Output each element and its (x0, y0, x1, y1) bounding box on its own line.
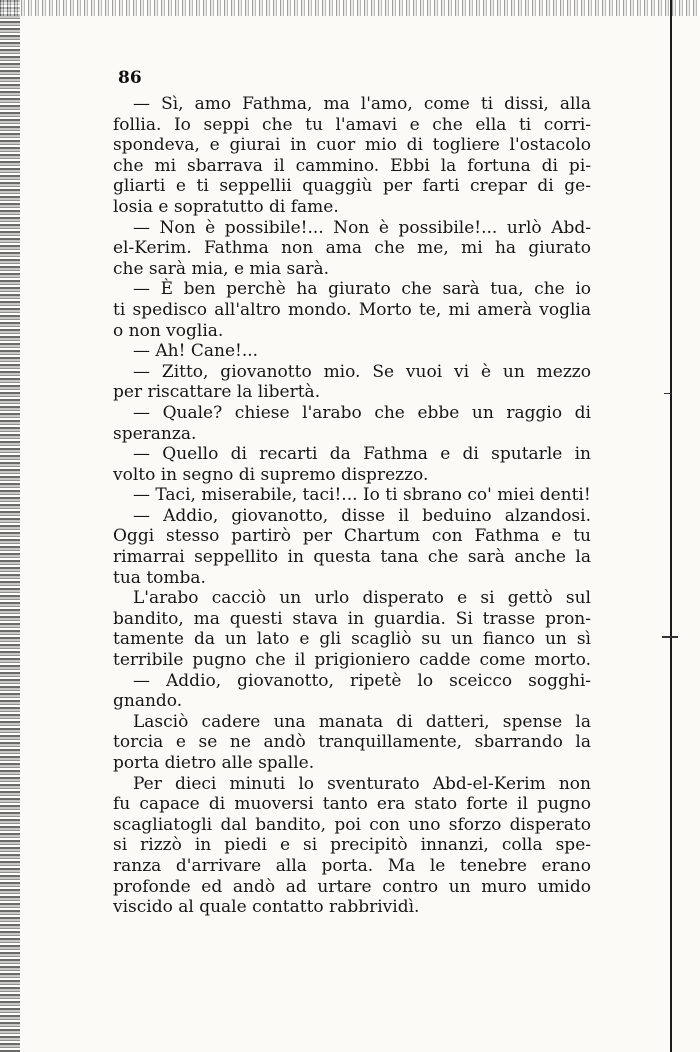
text-line: — Quello di recarti da Fathma e di sputarle in (133, 444, 591, 465)
text-line: — Taci, miserabile, taci!... Io ti sbrano co' miei denti! (133, 485, 591, 506)
text-line: — Sì, amo Fathma, ma l'amo, come ti dissi, alla (133, 94, 591, 114)
text-line: L'arabo cacciò un urlo disperato e si gettò sul (133, 588, 591, 609)
text-line: losia e sopratutto di fame. (113, 196, 339, 217)
text-line: follia. Io seppi che tu l'amavi e che ella ti corri- (113, 114, 591, 135)
text-line: torcia e se ne andò tranquillamente, sbarrando la (113, 732, 591, 753)
text-line: Oggi stesso partirò per Chartum con Fathma e tu (113, 526, 591, 547)
text-line: — Ah! Cane!... (133, 341, 259, 362)
text-line: — Non è possibile!... Non è possibile!... urlò Abd- (133, 217, 591, 238)
text-line: per riscattare la libertà. (113, 382, 321, 403)
text-line: bandito, ma questi stava in guardia. Si trasse pron- (113, 608, 591, 629)
text-line: Lasciò cadere una manata di datteri, spense la (133, 711, 591, 732)
text-line: porta dietro alle spalle. (113, 753, 315, 773)
text-line: fu capace di muoversi tanto era stato forte il pugno (113, 794, 591, 815)
text-line: ti spedisco all'altro mondo. Morto te, mi amerà voglia (113, 299, 591, 320)
text-line: spondeva, e giurai in cuor mio di togliere l'ostacolo (113, 135, 591, 156)
text-line: tua tomba. (113, 567, 206, 588)
text-line: rimarrai seppellito in questa tana che sarà anche la (113, 547, 591, 568)
text-line: — Quale? chiese l'arabo che ebbe un raggio di (133, 402, 591, 423)
page-number: 86 (118, 68, 142, 88)
text-line: o non voglia. (113, 320, 224, 341)
text-line: viscido al quale contatto rabbrividì. (113, 897, 420, 918)
scanned-left-edge (0, 0, 20, 1052)
text-line: gnando. (113, 691, 183, 712)
scanned-top-edge (0, 0, 700, 16)
text-line: si rizzò in piedi e si precipitò innanzi, colla spe- (113, 835, 591, 856)
text-line: — Addio, giovanotto, disse il beduino alzandosi. (133, 505, 591, 526)
margin-tick (662, 636, 678, 638)
text-line: scagliatogli dal bandito, poi con uno sforzo disperato (113, 814, 591, 835)
text-line: volto in segno di supremo disprezzo. (113, 464, 429, 485)
right-margin-rule (670, 0, 672, 1052)
text-line: gliarti e ti seppellii quaggiù per farti crepar di ge- (113, 176, 591, 197)
text-line: — È ben perchè ha giurato che sarà tua, che io (133, 279, 591, 300)
text-line: — Zitto, giovanotto mio. Se vuoi vi è un mezzo (133, 361, 591, 382)
text-line: terribile pugno che il prigioniero cadde come morto. (113, 650, 591, 671)
text-line: Per dieci minuti lo sventurato Abd-el-Kerim non (133, 773, 591, 794)
text-line: che mi sbarrava il cammino. Ebbi la fortuna di pi- (113, 155, 591, 176)
text-line: tamente da un lato e gli scagliò su un fianco un sì (113, 629, 591, 650)
text-line: el-Kerim. Fathma non ama che me, mi ha giurato (113, 238, 591, 259)
body-text (113, 94, 591, 918)
text-line: speranza. (113, 423, 197, 444)
text-line: che sarà mia, e mia sarà. (113, 258, 330, 279)
text-line: ranza d'arrivare alla porta. Ma le tenebre erano (113, 855, 591, 876)
text-line: profonde ed andò ad urtare contro un muro umido (113, 876, 591, 897)
text-line: — Addio, giovanotto, ripetè lo sceicco sogghi- (133, 670, 591, 691)
margin-tick (664, 393, 672, 394)
